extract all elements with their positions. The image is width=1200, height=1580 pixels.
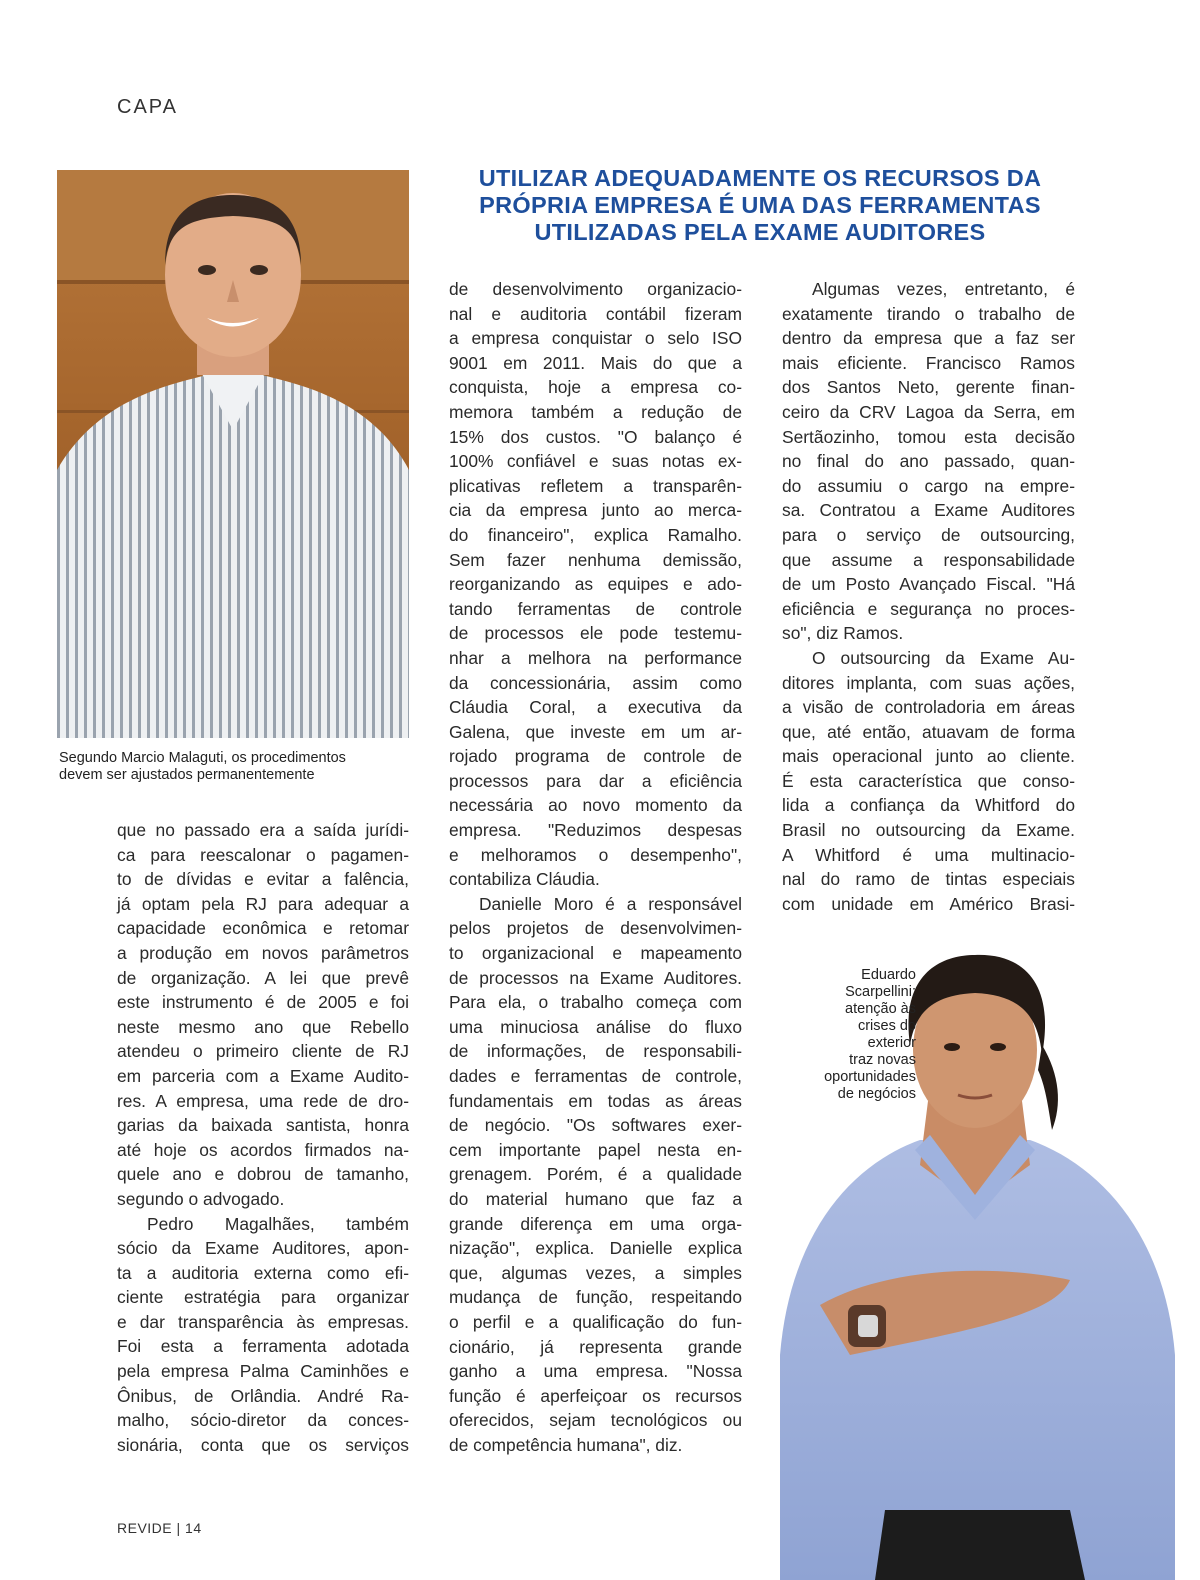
text-line: mudança de função, respeitando xyxy=(449,1287,742,1308)
text-line: ditores implanta, com suas ações, xyxy=(782,672,1075,693)
text-line: do financeiro", explica Ramalho. xyxy=(449,524,742,545)
caption-line: devem ser ajustados permanentemente xyxy=(59,767,315,783)
text-line: a produção em novos parâmetros xyxy=(117,942,409,963)
text-line: Brasil no outsourcing da Exame. xyxy=(782,820,1075,841)
text-line: necessária ao novo momento da xyxy=(449,795,742,816)
text-line: rojado programa de controle de xyxy=(449,746,742,767)
text-line: ciente estratégia para organizar xyxy=(117,1287,409,1308)
text-line: ta a auditoria externa como efi- xyxy=(117,1262,409,1283)
text-line: grenagem. Porém, é a qualidade xyxy=(449,1164,742,1185)
text-line: de competência humana", diz. xyxy=(449,1434,683,1455)
text-line: do assumiu o cargo na empre- xyxy=(782,475,1075,496)
text-line: dades e ferramentas de controle, xyxy=(449,1066,742,1086)
text-line: processos para dar a eficiência xyxy=(449,770,742,791)
text-line: que, até então, atuavam de forma xyxy=(782,721,1075,742)
text-line: e melhoramos o desempenho", xyxy=(449,844,742,865)
text-line: que assume a responsabilidade xyxy=(782,549,1075,570)
headline-line: UTILIZAR ADEQUADAMENTE OS RECURSOS DA xyxy=(478,165,1042,191)
text-line: Pedro Magalhães, também xyxy=(147,1213,409,1234)
text-line: Sem fazer nenhuma demissão, xyxy=(449,549,742,570)
text-line: grande diferença em uma orga- xyxy=(449,1213,742,1234)
photo-caption xyxy=(59,750,409,784)
text-line: este instrumento é de 2005 e foi xyxy=(117,992,409,1013)
text-line: de processos ele pode testemu- xyxy=(449,623,742,644)
text-line: Algumas vezes, entretanto, é xyxy=(812,279,1075,299)
text-line: contabiliza Cláudia. xyxy=(449,869,600,890)
photo-caption xyxy=(790,967,916,1103)
text-line: garias da baixada santista, honra xyxy=(117,1115,409,1136)
text-line: sa. Contratou a Exame Auditores xyxy=(782,500,1075,521)
text-line: até hoje os acordos firmados na- xyxy=(117,1139,409,1160)
text-line: de desenvolvimento organizacio- xyxy=(449,279,742,299)
portrait-illustration xyxy=(57,170,409,738)
caption-line: de negócios xyxy=(837,1086,916,1102)
text-line: Danielle Moro é a responsável xyxy=(479,893,742,914)
text-line: oferecidos, sejam tecnológicos ou xyxy=(449,1410,742,1431)
caption-line: atenção às xyxy=(845,1001,916,1017)
text-line: exatamente tirando o trabalho de xyxy=(782,303,1075,324)
text-line: de processos na Exame Auditores. xyxy=(449,967,742,988)
text-line: 9001 em 2011. Mais do que a xyxy=(449,352,742,373)
text-line: so", diz Ramos. xyxy=(782,623,904,644)
text-line: cem importante papel nesta en- xyxy=(449,1139,742,1160)
text-line: res. A empresa, uma rede de dro- xyxy=(117,1090,409,1111)
text-line: to organizacional e mapeamento xyxy=(449,943,742,964)
caption-line: Eduardo xyxy=(861,967,916,983)
text-line: nização", explica. Danielle explica xyxy=(449,1238,742,1259)
text-line: e dar transparência às empresas. xyxy=(117,1311,409,1332)
text-line: Para ela, o trabalho começa com xyxy=(449,992,742,1013)
text-line: atendeu o primeiro cliente de RJ xyxy=(117,1041,409,1062)
text-line: ceiro da CRV Lagoa da Serra, em xyxy=(782,401,1075,422)
text-line: já optam pela RJ para adequar a xyxy=(117,893,409,914)
text-line: com unidade em Américo Brasi- xyxy=(782,893,1075,914)
text-line: A Whitford é uma multinacio- xyxy=(782,844,1075,865)
text-line: do material humano que faz a xyxy=(449,1188,742,1209)
text-line: memora também a redução de xyxy=(449,401,742,422)
text-column-middle xyxy=(449,277,742,1458)
text-line: Sertãozinho, tomou esta decisão xyxy=(782,426,1075,447)
text-line: nhar a melhora na performance xyxy=(449,647,742,668)
caption-line: crises do xyxy=(857,1018,916,1034)
text-line: mais operacional junto ao cliente. xyxy=(782,746,1075,767)
text-line: que, algumas vezes, a simples xyxy=(449,1262,742,1283)
text-line: que no passado era a saída jurídi- xyxy=(117,820,409,840)
text-line: segundo o advogado. xyxy=(117,1188,285,1209)
text-line: 15% dos custos. "O balanço é xyxy=(449,426,742,447)
text-line: a visão de controladoria em áreas xyxy=(782,697,1075,718)
headline-line: UTILIZADAS PELA EXAME AUDITORES xyxy=(534,219,986,245)
page-folio: REVIDE | 14 xyxy=(117,1520,202,1536)
text-line: empresa. "Reduzimos despesas xyxy=(449,820,742,841)
text-line: de negócio. "Os softwares exer- xyxy=(449,1115,742,1136)
text-line: ca para reescalonar o pagamen- xyxy=(117,844,409,865)
text-line: nal do ramo de tintas especiais xyxy=(782,869,1075,890)
caption-line: exterior xyxy=(867,1035,916,1051)
caption-line: traz novas xyxy=(849,1052,916,1068)
headline-line: PRÓPRIA EMPRESA É UMA DAS FERRAMENTAS xyxy=(479,192,1041,218)
text-line: em parceria com a Exame Audito- xyxy=(117,1065,409,1086)
text-line: de informações, de responsabili- xyxy=(449,1041,742,1062)
text-line: dentro da empresa que a faz ser xyxy=(782,328,1075,349)
text-line: pelos projetos de desenvolvimen- xyxy=(449,918,742,939)
text-line: Foi esta a ferramenta adotada xyxy=(117,1336,409,1357)
text-line: capacidade econômica e retomar xyxy=(117,918,409,939)
text-line: to de dívidas e evitar a falência, xyxy=(117,869,409,890)
text-column-left xyxy=(117,818,409,1457)
text-line: reorganizando as equipes e ado- xyxy=(449,574,742,595)
text-line: plicativas refletem a transparên- xyxy=(449,475,742,496)
text-line: sionária, conta que os serviços xyxy=(117,1434,409,1455)
text-line: nal e auditoria contábil fizeram xyxy=(449,303,742,324)
text-line: ganho a uma empresa. "Nossa xyxy=(449,1361,742,1382)
text-line: mais eficiente. Francisco Ramos xyxy=(782,352,1075,373)
headline xyxy=(445,165,1075,246)
text-line: função é aperfeiçoar os recursos xyxy=(449,1385,742,1406)
caption-line: Segundo Marcio Malaguti, os procedimentos xyxy=(59,750,346,766)
text-line: fundamentais em todas as áreas xyxy=(449,1090,742,1111)
text-line: malho, sócio-diretor da conces- xyxy=(117,1410,409,1431)
text-line: de organização. A lei que prevê xyxy=(117,967,409,988)
text-line: para o serviço de outsourcing, xyxy=(782,524,1075,545)
text-line: Ônibus, de Orlândia. André Ra- xyxy=(117,1385,409,1406)
text-line: pela empresa Palma Caminhões e xyxy=(117,1361,409,1382)
text-line: a empresa conquistar o selo ISO xyxy=(449,328,742,349)
text-line: eficiência e segurança no proces- xyxy=(782,598,1075,619)
text-line: É esta característica que conso- xyxy=(782,770,1075,791)
caption-line: Scarpellini: xyxy=(845,984,916,1000)
text-line: lida a confiança da Whitford do xyxy=(782,795,1075,816)
section-label: CAPA xyxy=(117,96,178,118)
text-line: sócio da Exame Auditores, apon- xyxy=(117,1238,409,1259)
text-line: tando ferramentas de controle xyxy=(449,598,742,619)
text-line: uma minuciosa análise do fluxo xyxy=(449,1016,742,1037)
text-line: cia da empresa junto ao merca- xyxy=(449,500,742,521)
text-line: de um Posto Avançado Fiscal. "Há xyxy=(782,574,1075,595)
text-line: Cláudia Coral, a executiva da xyxy=(449,697,742,718)
text-line: quele ano e dobrou de tamanho, xyxy=(117,1164,409,1185)
text-line: dos Santos Neto, gerente finan- xyxy=(782,377,1075,398)
photo-marcio-malaguti xyxy=(57,170,409,738)
text-line: neste mesmo ano que Rebello xyxy=(117,1016,409,1037)
text-line: conquista, hoje a empresa co- xyxy=(449,377,742,398)
text-line: cionário, já representa grande xyxy=(449,1336,742,1357)
caption-line: oportunidades xyxy=(824,1069,916,1085)
text-line: o perfil e a qualificação do fun- xyxy=(449,1311,742,1332)
text-line: 100% confiável e suas notas ex- xyxy=(449,451,742,472)
text-line: no final do ano passado, quan- xyxy=(782,451,1075,472)
text-line: Galena, que investe em um ar- xyxy=(449,721,742,742)
text-line: da concessionária, assim como xyxy=(449,672,742,693)
text-column-right xyxy=(782,277,1075,916)
text-line: O outsourcing da Exame Au- xyxy=(812,647,1075,668)
